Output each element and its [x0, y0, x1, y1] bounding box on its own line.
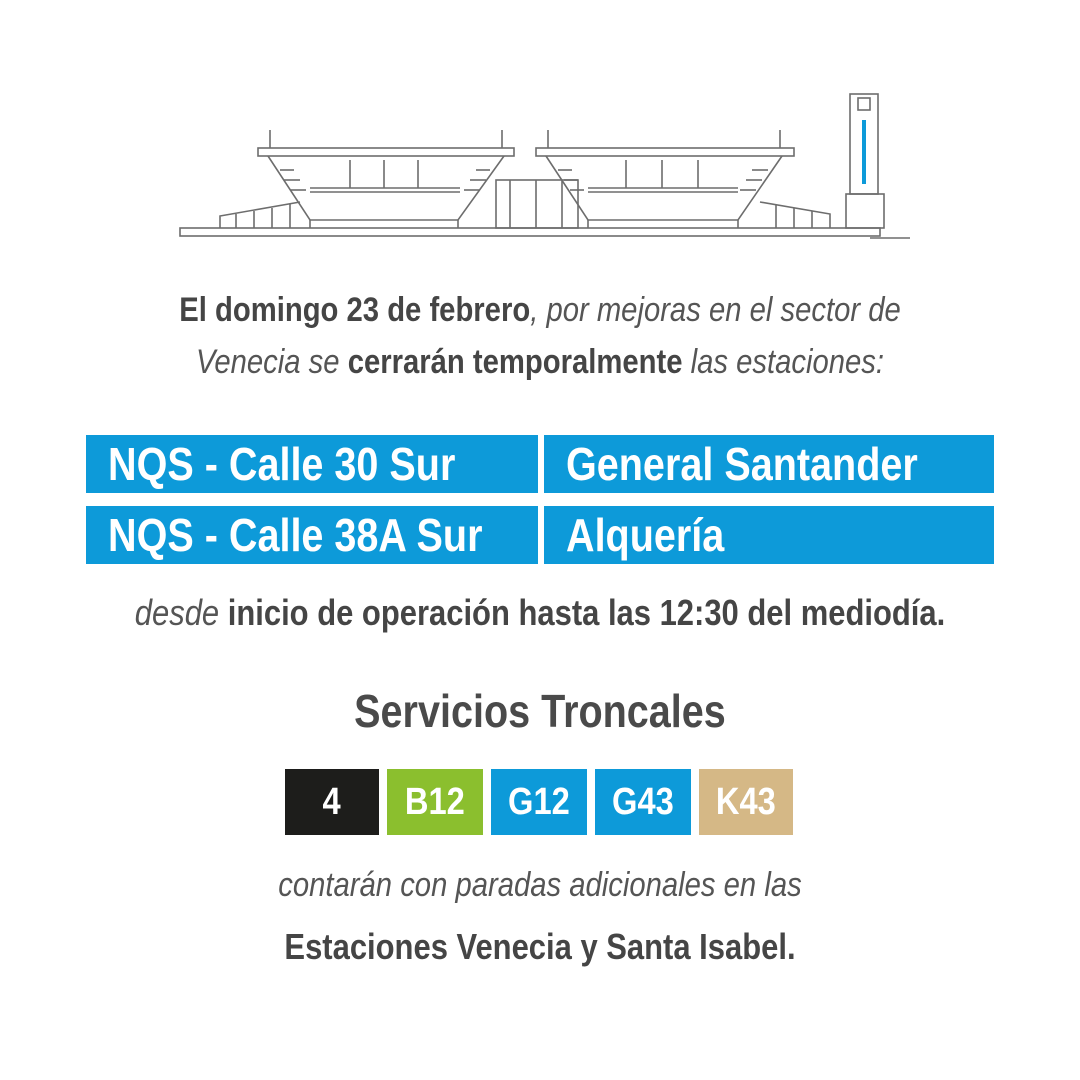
- station-row: [86, 506, 994, 564]
- intro-line-1: El domingo 23 de febrero, por mejoras en el sector de: [179, 291, 901, 329]
- route-badge-g12: G12: [491, 769, 587, 835]
- closed-stations-list: [86, 435, 994, 577]
- station-label: NQS - Calle 30 Sur: [86, 435, 538, 493]
- services-title: Servicios Troncales: [354, 685, 726, 737]
- station-label: NQS - Calle 38A Sur: [86, 506, 538, 564]
- route-badge-k43: K43: [699, 769, 793, 835]
- closing-line-2: Estaciones Venecia y Santa Isabel.: [284, 926, 796, 967]
- route-badge-g43: G43: [595, 769, 691, 835]
- intro-text: [127, 284, 953, 388]
- route-badge-4: 4: [285, 769, 379, 835]
- schedule-text: desde inicio de operación hasta las 12:30 del mediodía.: [134, 592, 946, 633]
- route-badges: [285, 769, 793, 835]
- intro-line-2: Venecia se cerrarán temporalmente las estaciones:: [195, 343, 885, 381]
- station-row: [86, 435, 994, 493]
- station-label: General Santander: [544, 435, 994, 493]
- closing-line-1: contarán con paradas adicionales en las: [278, 866, 802, 904]
- route-badge-b12: B12: [387, 769, 483, 835]
- station-building-icon: [170, 80, 920, 250]
- station-label: Alquería: [544, 506, 994, 564]
